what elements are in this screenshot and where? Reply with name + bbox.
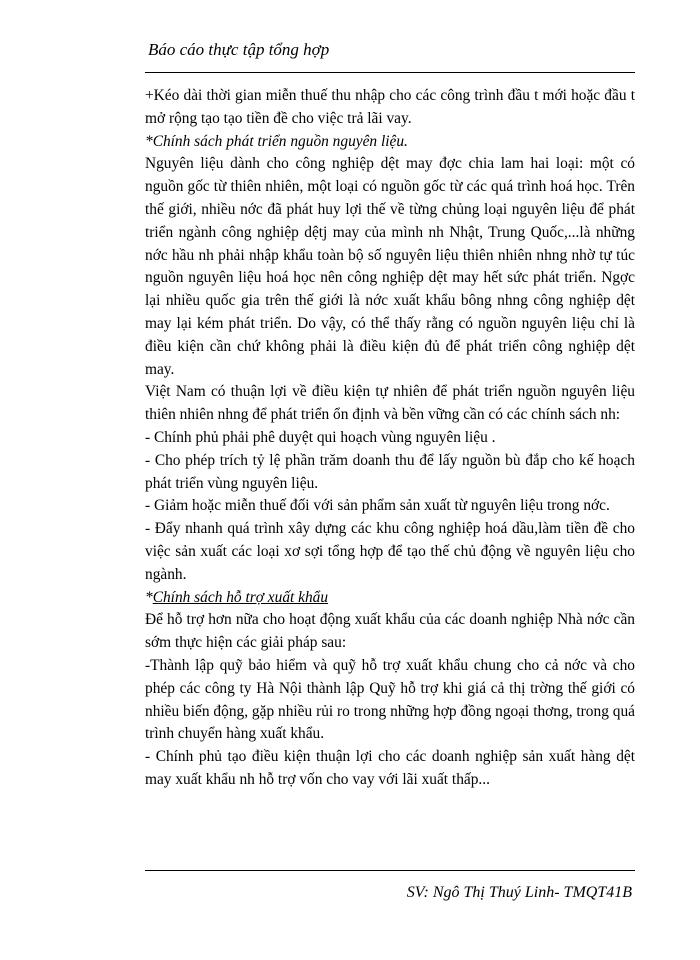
list-item: - Đẩy nhanh quá trình xây dựng các khu công nghiệp hoá dầu,làm tiền đề cho việc sản xuất các loại xơ sợi tổng hợp để tạo thế chủ động về nguyên liệu cho ngành. [145, 520, 635, 583]
footer-divider [145, 870, 635, 871]
list-item: - Chính phủ tạo điều kiện thuận lợi cho các doanh nghiệp sản xuất hàng dệt may xuất khẩu nh hỗ trợ vốn cho vay với lãi xuất thấp... [145, 748, 635, 788]
paragraph-materials-overview: Nguyên liệu dành cho công nghiệp dệt may đợc chia lam hai loại: một có nguồn gốc từ thiên nhiên, một loại có nguồn gốc từ các quá trình hoá học. Trên thế giới, nhiều nớc đã phát huy lợi thế về từng chủng loại nguyên liệu để phát triển ngành công nghiệp dệtj may của mình nh Nhật, Trung Quốc,...là những nớc hầu nh phải nhập khẩu toàn bộ số nguyên liệu thiên nhiên nhng nhờ tự túc nguồn nguyên liệu hoá học nên công nghiệp dệt may hết sức phát triển. Ngợc lại nhiều quốc gia trên thế giới là nớc xuất khẩu bông nhng công nghiệp dệt may lại kém phát triển. Do vậy, có thể thấy rằng có nguồn nguyên liệu chỉ là điều kiện cần chứ không phải là điều kiện đủ để phát triển công nghiệp dệt may. [145, 155, 635, 378]
heading-prefix: * [145, 588, 153, 606]
document-body [145, 85, 635, 792]
list-item: - Chính phủ phải phê duyệt qui hoạch vùng nguyên liệu . [145, 428, 496, 446]
list-item: - Giảm hoặc miễn thuế đối với sản phẩm sản xuất từ nguyên liệu trong nớc. [145, 497, 610, 515]
list-item: - Cho phép trích tỷ lệ phần trăm doanh thu để lấy nguồn bù đắp cho kế hoạch phát triển vùng nguyên liệu. [145, 451, 635, 492]
section-heading-materials: *Chính sách phát triển nguồn nguyên liệu. [145, 132, 408, 150]
heading-text: Chính sách hỗ trợ xuất khẩu [152, 588, 329, 606]
header-divider [145, 72, 635, 73]
list-item: -Thành lập quỹ bảo hiểm và quỹ hỗ trợ xuất khẩu chung cho cả nớc và cho phép các công ty Hà Nội thành lập Quỹ hỗ trợ khi giá cả thị trờng thế giới có nhiều biến động, gặp nhiều rủi ro trong những hợp đồng ngoại thơng, trong quá trình chuyển hàng xuất khẩu. [145, 656, 635, 743]
section-heading-export-support [145, 587, 635, 610]
paragraph-vietnam-conditions: Việt Nam có thuận lợi về điều kiện tự nhiên để phát triển nguồn nguyên liệu thiên nhiên nhng để phát triển ổn định và bền vững cần có các chính sách nh: [145, 383, 635, 424]
header-title: Báo cáo thực tập tổng hợp [148, 40, 330, 59]
paragraph-tax-exemption: +Kéo dài thời gian miễn thuế thu nhập cho các công trình đầu t mới hoặc đầu t mở rộng tạo tạo tiền đề cho việc trả lãi vay. [145, 87, 635, 127]
paragraph-export-intro: Để hỗ trợ hơn nữa cho hoạt động xuất khẩu của các doanh nghiệp Nhà nớc cần sớm thực hiện các giải pháp sau: [145, 611, 635, 652]
footer-author: SV: Ngô Thị Thuý Linh- TMQT41B [406, 884, 632, 901]
